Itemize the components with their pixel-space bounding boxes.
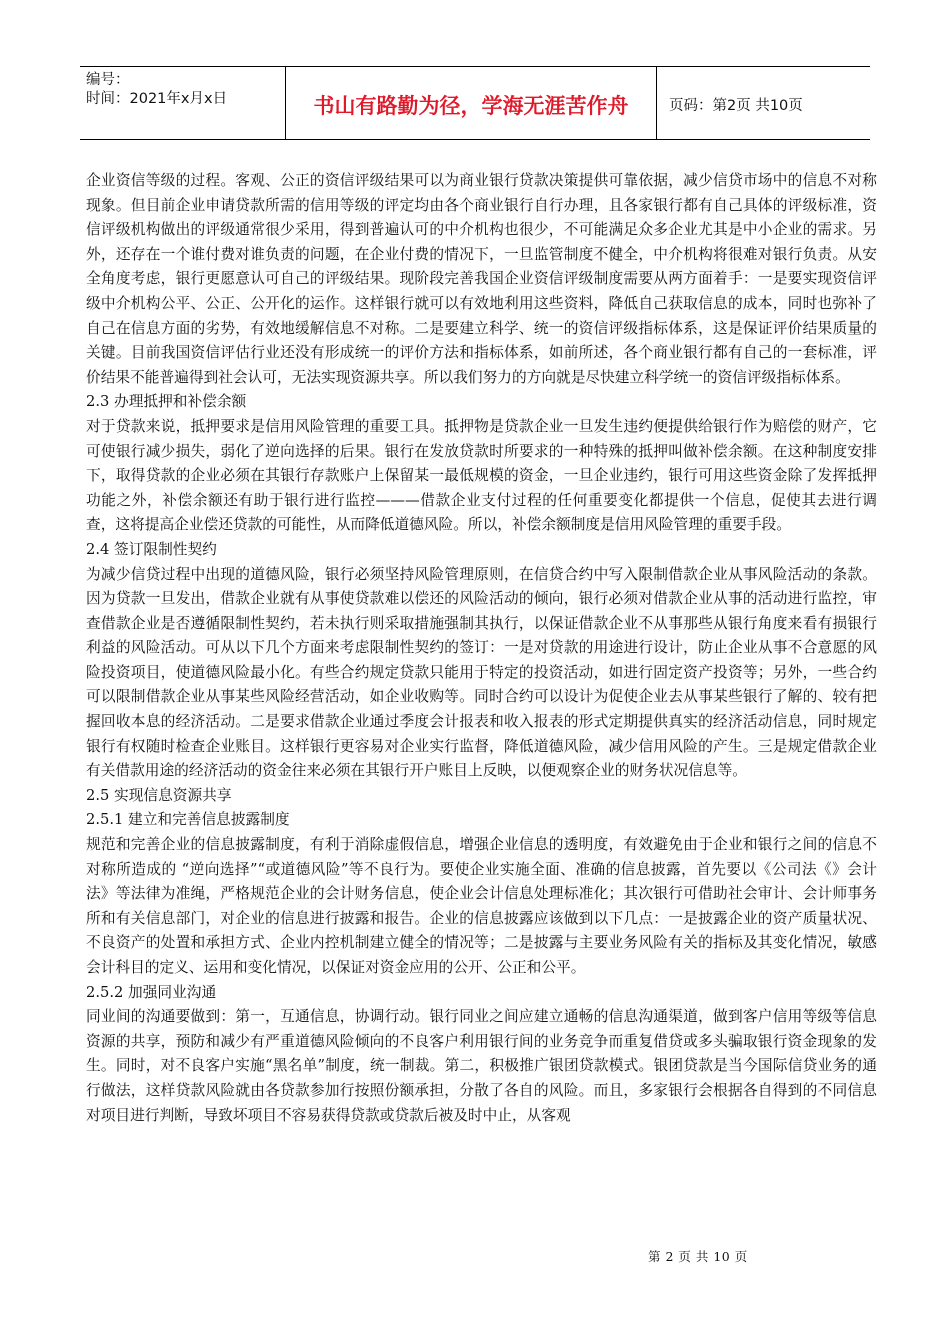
document-body xyxy=(86,169,877,1128)
section-heading-2-5: 2.5 实现信息资源共享 xyxy=(86,786,232,804)
page-header xyxy=(80,66,870,140)
body-paragraph: 规范和完善企业的信息披露制度，有利于消除虚假信息，增强企业信息的透明度，有效避免由于企业和银行之间的信息不对称所造成的 “逆向选择”“或道德风险”等不良行为。要使企业实施全面、准确的信息披露，首先要以《公司法《》会计法》等法律为准绳，严格规范企业的会计财务信息，使企业会计信息处理标准化；其次银行可借助社会审计、会计师事务所和有关信息部门，对企业的信息进行披露和报告。企业的信息披露应该做到以下几点：一是披露企业的资产质量状况、不良资产的处置和承担方式、企业内控机制建立健全的情况等；二是披露与主要业务风险有关的指标及其变化情况，敏感会计科目的定义、运用和变化情况，以保证对资金应用的公开、公正和公平。 xyxy=(86,836,877,976)
body-paragraph: 为减少信贷过程中出现的道德风险，银行必须坚持风险管理原则，在信贷合约中写入限制借款企业从事风险活动的条款。因为贷款一旦发出，借款企业就有从事使贷款难以偿还的风险活动的倾向，银行必须对借款企业从事的活动进行监控，审查借款企业是否遵循限制性契约，若未执行则采取措施强制其执行，以保证借款企业不从事那些从银行角度来看有损银行利益的风险活动。可从以下几个方面来考虑限制性契约的签订：一是对贷款的用途进行设计，防止企业从事不合意愿的风险投资项目，使道德风险最小化。有些合约规定贷款只能用于特定的投资活动，如进行固定资产投资等；另外，一些合约可以限制借款企业从事某些风险经营活动，如企业收购等。同时合约可以设计为促使企业去从事某些银行了解的、较有把握回收本息的经济活动。二是要求借款企业通过季度会计报表和收入报表的形式定期提供真实的经济活动信息，同时规定银行有权随时检查企业账目。这样银行更容易对企业实行监督，降低道德风险，减少信用风险的产生。三是规定借款企业有关借款用途的经济活动的资金往来必须在其银行开户账目上反映，以便观察企业的财务状况信息等。 xyxy=(86,565,877,780)
header-motto: 书山有路勤为径，学海无涯苦作舟 xyxy=(285,67,657,139)
section-heading-2-4: 2.4 签订限制性契约 xyxy=(86,540,217,558)
section-heading-2-5-1: 2.5.1 建立和完善信息披露制度 xyxy=(86,811,290,829)
header-meta xyxy=(80,67,285,139)
body-paragraph: 同业间的沟通要做到：第一，互通信息，协调行动。银行同业之间应建立通畅的信息沟通渠道，做到客户信用等级等信息资源的共享，预防和减少有严重道德风险倾向的不良客户利用银行间的业务竞争而重复借贷或多头骗取银行资金现象的发生。同时，对不良客户实施“黑名单”制度，统一制裁。第二，积极推广银团贷款模式。银团贷款是当今国际信贷业务的通行做法，这样贷款风险就由各贷款参加行按照份额承担，分散了各自的风险。而且，多家银行会根据各自得到的不同信息对项目进行判断，导致坏项目不容易获得贷款或贷款后被及时中止，从客观 xyxy=(86,1008,877,1124)
document-number-label: 编号： xyxy=(86,72,130,88)
body-paragraph: 对于贷款来说，抵押要求是信用风险管理的重要工具。抵押物是贷款企业一旦发生违约便提供给银行作为赔偿的财产，它可使银行减少损失，弱化了逆向选择的后果。银行在发放贷款时所要求的一种特殊的抵押叫做补偿余额。在这种制度安排下，取得贷款的企业必须在其银行存款账户上保留某一最低规模的资金，一旦企业违约，银行可用这些资金除了发挥抵押功能之外，补偿余额还有助于银行进行监控———借款企业支付过程的任何重要变化都提供一个信息，促使其去进行调查，这将提高企业偿还贷款的可能性，从而降低道德风险。所以，补偿余额制度是信用风险管理的重要手段。 xyxy=(86,417,877,534)
header-page-number: 页码：第2页 共10页 xyxy=(669,97,803,114)
page-footer: 第 2 页 共 10 页 xyxy=(648,1249,748,1264)
section-heading-2-3: 2.3 办理抵押和补偿余额 xyxy=(86,393,247,411)
section-heading-2-5-2: 2.5.2 加强同业沟通 xyxy=(86,983,217,1001)
body-paragraph: 企业资信等级的过程。客观、公正的资信评级结果可以为商业银行贷款决策提供可靠依据，减少信贷市场中的信息不对称现象。但目前企业申请贷款所需的信用等级的评定均由各个商业银行自行办理，且各家银行都有自己具体的评级标准，资信评级机构做出的评级通常很少采用，得到普遍认可的中介机构也很少，不可能满足众多企业尤其是中小企业的需求。另外，还存在一个谁付费对谁负责的问题，在企业付费的情况下，一旦监管制度不健全，中介机构将很难对银行负责。从安全角度考虑，银行更愿意认可自己的评级结果。现阶段完善我国企业资信评级制度需要从两方面着手：一是要实现资信评级中介机构公平、公正、公开化的运作。这样银行就可以有效地利用这些资料，降低自己获取信息的成本，同时也弥补了自己在信息方面的劣势，有效地缓解信息不对称。二是要建立科学、统一的资信评级指标体系，这是保证评价结果质量的关键。目前我国资信评估行业还没有形成统一的评价方法和指标体系，如前所述，各个商业银行都有自己的一套标准，评价结果不能普遍得到社会认可，无法实现资源共享。所以我们努力的方向就是尽快建立科学统一的资信评级指标体系。 xyxy=(86,172,877,386)
document-time-label: 时间：2021年x月x日 xyxy=(86,91,228,107)
